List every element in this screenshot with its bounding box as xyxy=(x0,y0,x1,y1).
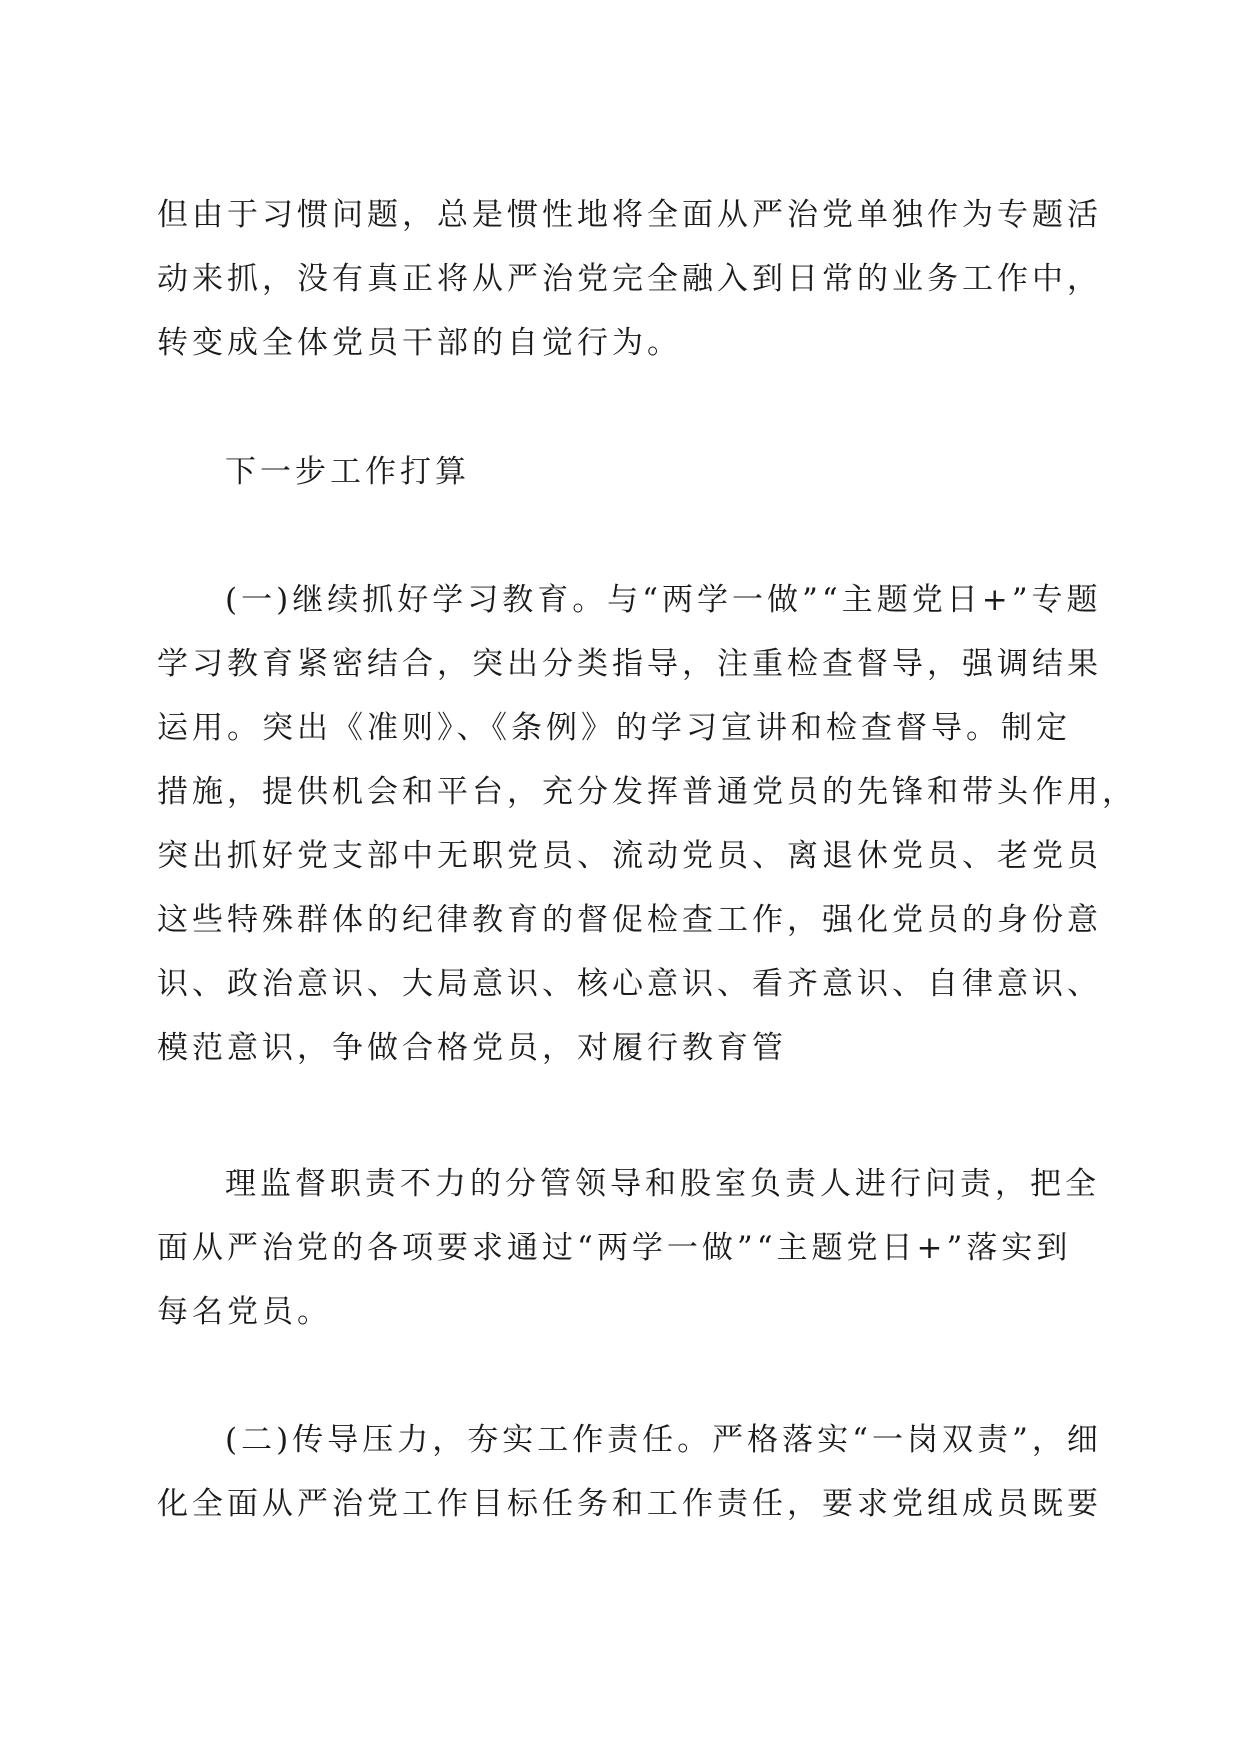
text-line: (二)传导压力，夯实工作责任。严格落实“一岗双责”，细 xyxy=(225,1422,1102,1458)
text-line: 理监督职责不力的分管领导和股室负责人进行问责，把全 xyxy=(225,1166,1100,1202)
paragraph-responsibility xyxy=(157,1408,1102,1536)
text-line: 每名党员。 xyxy=(157,1294,332,1330)
text-line: 措施，提供机会和平台，充分发挥普通党员的先锋和带头作用， xyxy=(157,774,1137,810)
text-line: 运用。突出《准则》、《条例》的学习宣讲和检查督导。制定 xyxy=(157,710,1071,746)
text-line: 突出抓好党支部中无职党员、流动党员、离退休党员、老党员 xyxy=(157,838,1102,874)
text-line: 识、政治意识、大局意识、核心意识、看齐意识、自律意识、 xyxy=(157,966,1102,1002)
paragraph-habit-problem xyxy=(157,183,1102,375)
text-line: 面从严治党的各项要求通过“两学一做”“主题党日+”落实到 xyxy=(157,1230,1072,1266)
text-line: 这些特殊群体的纪律教育的督促检查工作，强化党员的身份意 xyxy=(157,902,1102,938)
text-line: 学习教育紧密结合，突出分类指导，注重检查督导，强调结果 xyxy=(157,646,1102,682)
text-line: 模范意识，争做合格党员，对履行教育管 xyxy=(157,1030,787,1066)
text-line: (一)继续抓好学习教育。与“两学一做”“主题党日+”专题 xyxy=(225,582,1102,618)
text-line: 化全面从严治党工作目标任务和工作责任，要求党组成员既要 xyxy=(157,1486,1102,1522)
text-line: 转变成全体党员干部的自觉行为。 xyxy=(157,325,682,361)
text-line: 动来抓，没有真正将从严治党完全融入到日常的业务工作中， xyxy=(157,261,1102,297)
paragraph-study-education xyxy=(157,568,1137,1080)
section-heading: 下一步工作打算 xyxy=(225,454,470,490)
section-heading-next-steps xyxy=(157,440,1087,504)
paragraph-accountability xyxy=(157,1152,1100,1344)
text-line: 但由于习惯问题，总是惯性地将全面从严治党单独作为专题活 xyxy=(157,197,1102,233)
